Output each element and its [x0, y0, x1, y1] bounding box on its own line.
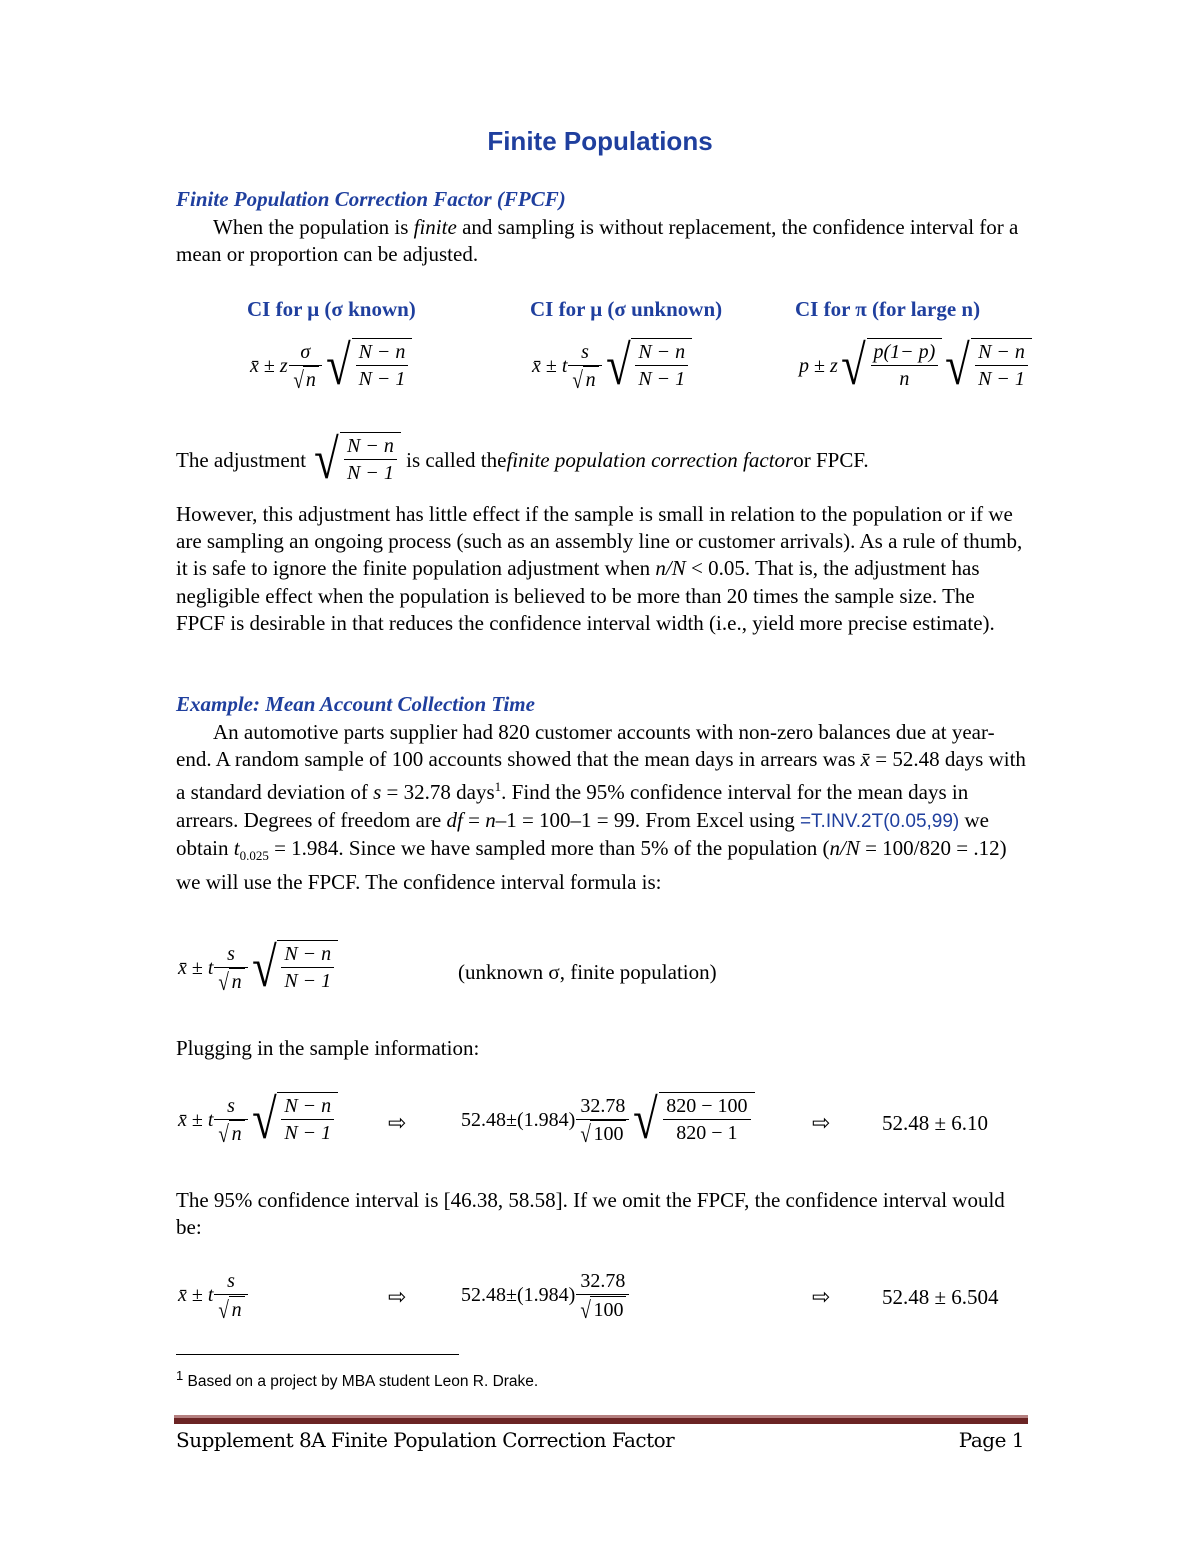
- text: An automotive parts supplier had 820 customer accounts with non-zero balances due at year-end. A random sample of 100 accounts showed that the mean days in arrears was: [176, 720, 995, 772]
- m: t: [207, 1108, 214, 1131]
- text: . Find the 95% confidence interval for the mean days in arrears. Degrees of freedom are: [176, 780, 969, 832]
- m: n: [583, 366, 599, 393]
- formula-ci-sigma-unknown: x̄ ± t s √ n √ $\frac{N - n}{N - 1}$: [532, 338, 692, 394]
- m: x̄: [860, 747, 870, 772]
- ci-heading-sigma-known: CI for μ (σ known): [247, 297, 416, 321]
- m: s: [214, 941, 247, 968]
- m: s: [568, 339, 601, 366]
- m: n: [303, 366, 319, 393]
- footnote-number: 1: [176, 1368, 184, 1383]
- m: t: [233, 835, 240, 860]
- formula-no-fpcf-symbolic: x̄ ± t s √ n: [178, 1268, 249, 1323]
- arrow-icon: ⇨: [388, 1110, 407, 1135]
- text: When the population is: [213, 215, 414, 239]
- m: N − n: [356, 339, 409, 366]
- footnote-text: Based on a project by MBA student Leon R. Drake.: [187, 1373, 539, 1391]
- plugging-text: Plugging in the sample information:: [176, 1036, 480, 1060]
- formula-plug-numeric: 52.48 ± (1.984) 32.78 √ 100 √ $\frac{820 - 100}{820 - 1}$: [461, 1092, 755, 1148]
- formula-ci-proportion: p ± z √ $\frac{p(1- p)}{n}$ √ $\frac{N - n}{N - 1}$: [799, 338, 1032, 394]
- text: –1 = 100–1 = 99. From Excel using: [495, 807, 800, 832]
- fraction: σ √ n: [289, 339, 322, 394]
- footnote-ref[interactable]: 1: [494, 779, 502, 795]
- formula-ci-sigma-known: [250, 335, 412, 397]
- footnote-divider: [176, 1354, 459, 1355]
- m: 32.78: [576, 1268, 629, 1295]
- m: z: [279, 354, 288, 377]
- m: s: [214, 1093, 247, 1120]
- ci-heading-sigma-unknown: CI for μ (σ unknown): [530, 297, 723, 321]
- m: ±: [545, 354, 557, 377]
- formula-ci-finite: x̄ ± t s √ n √ $\frac{N - n}{N - 1}$: [178, 940, 338, 996]
- m: (1.984): [516, 1283, 576, 1306]
- text: we obtain: [176, 807, 990, 860]
- intro-paragraph: [176, 214, 1026, 268]
- m: p(1− p): [871, 339, 939, 366]
- m: z: [829, 354, 838, 377]
- m: N − 1: [978, 368, 1025, 390]
- text-italic: finite: [413, 215, 457, 239]
- result-with-fpcf: 52.48 ± 6.10: [882, 1111, 989, 1135]
- formula-no-fpcf-numeric: 52.48 ± (1.984) 32.78 √ 100: [461, 1268, 630, 1323]
- page-title: Finite Populations: [487, 126, 713, 156]
- text-italic: finite population correction factor: [506, 447, 794, 472]
- m: N − n: [635, 339, 688, 366]
- formula-note: (unknown σ, finite population): [458, 960, 717, 984]
- m: 820 − 100: [663, 1093, 750, 1120]
- m: s: [214, 1268, 247, 1295]
- section-heading-fpcf: Finite Population Correction Factor (FPCF): [176, 187, 566, 211]
- arrow-icon: ⇨: [812, 1284, 831, 1309]
- footer-rule-dark: [174, 1418, 1028, 1424]
- m: N − n: [975, 339, 1028, 366]
- text: = 1.984. Since we have sampled more than 5% of the population (: [268, 835, 830, 860]
- m: t: [561, 354, 568, 377]
- m: N − 1: [638, 368, 686, 390]
- m: N − n: [281, 1093, 334, 1120]
- m: x̄: [250, 354, 259, 377]
- arrow-icon: ⇨: [812, 1110, 831, 1135]
- m: ±: [263, 354, 275, 377]
- excel-formula: =T.INV.2T(0.05,99): [799, 810, 960, 832]
- m: t: [207, 1283, 214, 1306]
- footnote: [176, 1368, 538, 1391]
- ci-heading-proportion: CI for π (for large n): [795, 297, 981, 321]
- text: < 0.05. That is, the adjustment has negligible effect when the population is believed to be more than 20 times the sample size. The FPCF is desirable in that reduces the confidence interval width (i.e., yield more precise estimate).: [176, 556, 995, 635]
- m: N − 1: [347, 462, 394, 484]
- example-heading: Example: Mean Account Collection Time: [176, 692, 535, 716]
- m: n/N: [829, 835, 860, 860]
- text-italic: n/N: [655, 556, 686, 581]
- text: is called the: [406, 447, 507, 472]
- m: ±: [191, 1283, 203, 1306]
- m: N − n: [344, 433, 397, 460]
- m: n: [229, 968, 245, 995]
- m: p: [799, 354, 809, 377]
- m: n: [899, 368, 910, 390]
- m: n: [485, 807, 496, 832]
- ci-result-paragraph: The 95% confidence interval is [46.38, 58.58]. If we omit the FPCF, the confidence interval would be:: [176, 1188, 1005, 1240]
- page-footer: [176, 1428, 1024, 1452]
- m: x̄: [178, 1108, 187, 1131]
- m: n: [229, 1120, 245, 1147]
- m: n: [229, 1296, 245, 1323]
- text: The adjustment: [176, 447, 307, 472]
- m: N − 1: [284, 1122, 332, 1144]
- m: ±: [506, 1283, 517, 1306]
- rule-of-thumb-paragraph: [176, 501, 1026, 637]
- m: N − n: [281, 941, 334, 968]
- m: 100: [590, 1296, 626, 1323]
- m: ±: [506, 1108, 517, 1131]
- m: N − 1: [358, 368, 406, 390]
- m: N − 1: [284, 970, 332, 992]
- arrow-icon: ⇨: [388, 1284, 407, 1309]
- m: s: [373, 780, 382, 805]
- text: = 100/820 = .12) we will use the FPCF. The confidence interval formula is:: [176, 835, 1007, 895]
- m: 52.48: [461, 1108, 506, 1131]
- footer-title: Supplement 8A Finite Population Correction Factor: [176, 1428, 675, 1452]
- m: t: [207, 956, 214, 979]
- adjustment-sentence: The adjustment √ $\frac{N - n}{N - 1}$ is called the finite population correction factor or FPCF.: [176, 429, 869, 491]
- text: However, this adjustment has little effect if the sample is small in relation to the population or if we are sampling an ongoing process (such as an assembly line or customer arrivals). As a rule of thumb, it is safe to ignore the finite population adjustment when: [176, 502, 1023, 581]
- result-without-fpcf: 52.48 ± 6.504: [882, 1285, 999, 1309]
- text: or FPCF.: [793, 447, 869, 472]
- sqrt: √ $\frac{N - n}{N - 1}$: [323, 338, 413, 394]
- m: df: [446, 807, 463, 832]
- text: = 52.48 days with a standard deviation of: [176, 747, 1026, 805]
- m: x̄: [178, 1283, 187, 1306]
- formula-plug-symbolic: x̄ ± t s √ n √ $\frac{N - n}{N - 1}$: [178, 1092, 338, 1148]
- page-number: Page 1: [958, 1428, 1024, 1452]
- m: (1.984): [516, 1108, 576, 1131]
- m: 32.78: [576, 1093, 629, 1120]
- text: =: [462, 807, 486, 832]
- m: ±: [191, 956, 203, 979]
- m: 52.48: [461, 1283, 506, 1306]
- example-paragraph: [176, 719, 1026, 896]
- m: x̄: [178, 956, 187, 979]
- m: x̄: [532, 354, 541, 377]
- m: ±: [814, 354, 825, 377]
- m: ±: [191, 1108, 203, 1131]
- m: 100: [590, 1120, 626, 1147]
- text: = 32.78 days: [381, 780, 495, 805]
- m: σ: [289, 339, 322, 366]
- text: and sampling is without replacement, the confidence interval for a mean or proportion can be adjusted.: [176, 215, 1019, 267]
- m: 0.025: [239, 848, 269, 863]
- m: 820 − 1: [676, 1122, 738, 1144]
